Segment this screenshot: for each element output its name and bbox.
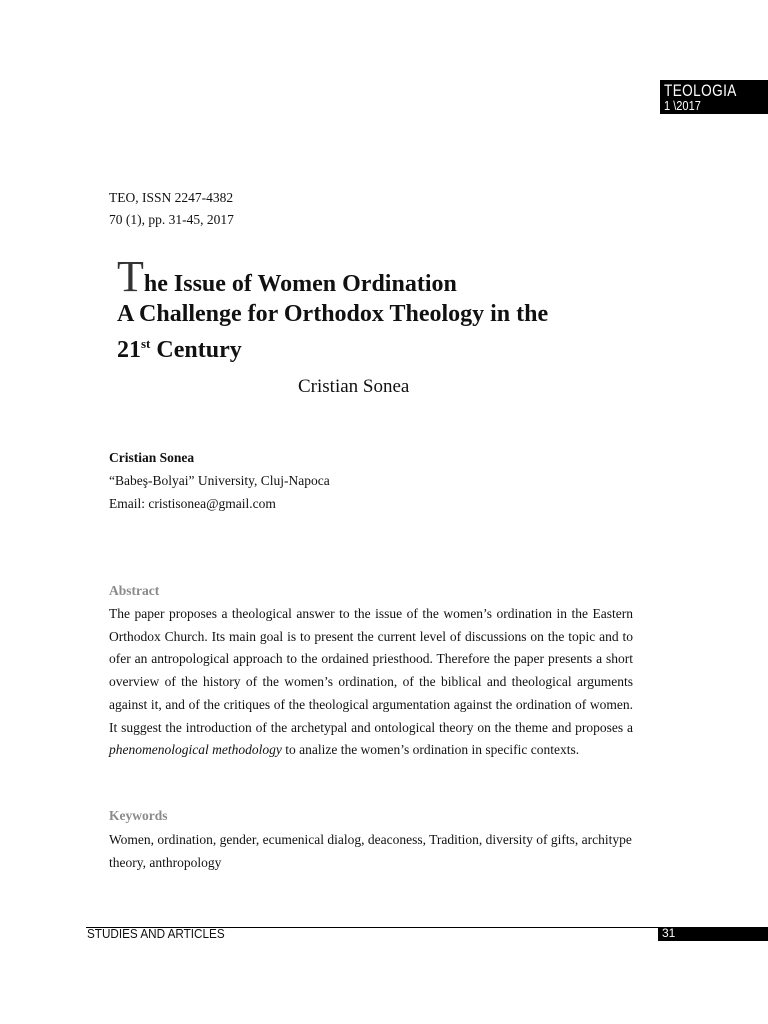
affiliation-email: Email: cristisonea@gmail.com — [109, 496, 276, 511]
title-line3: Century — [150, 337, 242, 363]
footer-section: STUDIES AND ARTICLES — [87, 926, 225, 941]
affiliation-block — [109, 446, 330, 515]
paper-title — [117, 252, 549, 365]
keywords-text: Women, ordination, gender, ecumenical dialog, deaconess, Tradition, diversity of gifts, architype theory, anthropology — [109, 832, 632, 870]
affiliation-name: Cristian Sonea — [109, 450, 195, 465]
title-line2: A Challenge for Orthodox Theology in the — [117, 301, 549, 327]
abstract-text-italic: phenomenological methodology — [109, 742, 282, 758]
keywords-heading: Keywords — [109, 808, 168, 823]
affiliation-university: “Babeş-Bolyai” University, Cluj-Napoca — [109, 473, 330, 488]
journal-name: TEOLOGIA — [664, 81, 737, 100]
title-century-suffix: st — [141, 336, 151, 351]
title-century-number: 21 — [117, 337, 141, 363]
abstract-heading: Abstract — [109, 583, 160, 598]
publication-meta — [109, 187, 234, 231]
journal-badge — [660, 80, 768, 114]
abstract-text-main: The paper proposes a theological answer to the issue of the women’s ordination in the Eastern Orthodox Church. Its main goal is to present the current level of discussions on the topic and to ofer an antropological approach to the ordained priesthood. Therefore the paper presents a short overview of the history of the women’s ordination, of the biblical and theological arguments against it, and of the critiques of the theological argumentation against the ordination of women. It suggest the introduction of the archetypal and ontological theory on the theme and proposes a — [109, 606, 633, 735]
title-line1: he Issue of Women Ordination — [143, 271, 457, 297]
citation: 70 (1), pp. 31-45, 2017 — [109, 212, 234, 227]
title-dropcap: T — [117, 252, 144, 301]
page-number: 31 — [662, 926, 676, 940]
abstract-text — [109, 603, 633, 762]
author-name: Cristian Sonea — [298, 376, 410, 397]
issn: TEO, ISSN 2247-4382 — [109, 190, 234, 205]
journal-issue: 1 \2017 — [664, 98, 701, 113]
abstract-text-end: to analize the women’s ordination in specific contexts. — [281, 742, 580, 758]
